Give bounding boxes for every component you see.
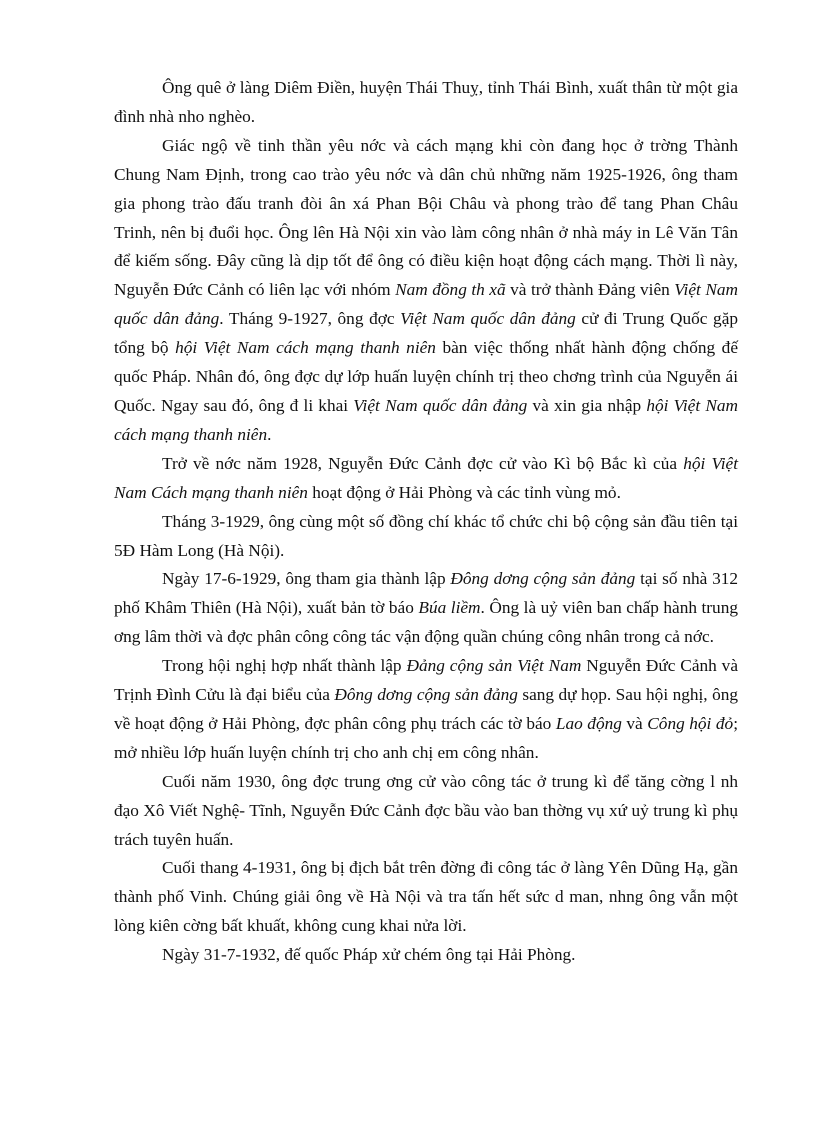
paragraph-early-activity [114, 132, 738, 450]
paragraph-return-1928 [114, 450, 738, 508]
italic-text-run: Đông dơng cộng sản đảng [450, 569, 636, 589]
paragraph-origin [114, 74, 738, 132]
text-run: sang dự họp. Sau hội nghị, ông về hoạt động ở Hải Phòng, đợc phân công phụ trách các tờ báo [114, 685, 738, 733]
text-run: tại số nhà 312 phố Khâm Thiên (Hà Nội), xuất bản tờ báo [114, 569, 738, 618]
text-run: ; mở nhiều lớp huấn luyện chính trị cho anh chị em công nhân. [114, 713, 738, 762]
paragraph-end-1930 [114, 768, 738, 855]
italic-text-run: Việt Nam quốc dân đảng [353, 395, 528, 415]
text-run: Nguyễn Đức Cảnh và Trịnh Đình Cửu là đại biểu của [114, 656, 738, 705]
biography-text [114, 74, 738, 970]
text-run: . Ông là uỷ viên ban chấp hành trung ơng lâm thời và đợc phân công công tác vận động quần chúng công nhân trong cả nớc. [114, 598, 738, 647]
italic-text-run: Việt Nam quốc dân đảng [400, 309, 576, 329]
italic-text-run: hội Việt Nam cách mạng thanh niên [114, 395, 738, 444]
text-run: Cuối năm 1930, ông đợc trung ơng cử vào công tác ở trung kì để tăng cờng l nh đạo Xô Viết Nghệ- Tĩnh, Nguyễn Đức Cảnh đợc bầu vào ban thờng vụ xứ uỷ trung kì phụ trách tuyên huấn. [114, 771, 738, 849]
italic-text-run: Lao động [555, 713, 622, 733]
italic-text-run: Đông dơng cộng sản đảng [334, 685, 518, 705]
italic-text-run: Công hội đỏ [647, 713, 734, 733]
paragraph-march-1929 [114, 508, 738, 566]
paragraph-execution-1932 [114, 941, 738, 970]
italic-text-run: hội Việt Nam Cách mạng thanh niên [114, 453, 738, 502]
paragraph-arrest-1931 [114, 854, 738, 941]
paragraph-unification-conference [114, 652, 738, 768]
italic-text-run: Việt Nam quốc dân đảng [114, 280, 738, 329]
paragraph-june-1929 [114, 565, 738, 652]
text-run: Trong hội nghị hợp nhất thành lập [162, 656, 407, 676]
text-run: và xin gia nhập [527, 395, 647, 415]
text-run: . Tháng 9-1927, ông đợc [219, 309, 401, 329]
text-run: Ngày 31-7-1932, đế quốc Pháp xử chém ông tại Hải Phòng. [162, 945, 576, 965]
text-run: Cuối thang 4-1931, ông bị địch bắt trên đờng đi công tác ở làng Yên Dũng Hạ, gần thành phố Vinh. Chúng giải ông về Hà Nội và tra tấn hết sức d man, nhng ông vẫn một lòng kiên cờng bất khuất, không cung khai nửa lời. [114, 858, 738, 936]
text-run: Ông quê ở làng Diêm Điền, huyện Thái Thuỵ, tỉnh Thái Bình, xuất thân từ một gia đình nhà nho nghèo. [114, 78, 738, 126]
italic-text-run: hội Việt Nam cách mạng thanh niên [175, 338, 436, 358]
text-run: cử đi Trung Quốc gặp tổng bộ [114, 309, 738, 358]
italic-text-run: Đảng cộng sản Việt Nam [406, 656, 582, 676]
text-run: hoạt động ở Hải Phòng và các tỉnh vùng mỏ. [307, 482, 621, 502]
text-run: Ngày 17-6-1929, ông tham gia thành lập [162, 569, 451, 589]
text-run: và trở thành Đảng viên [505, 280, 675, 300]
text-run: Trở về nớc năm 1928, Nguyễn Đức Cảnh đợc cử vào Kì bộ Bắc kì của [162, 453, 684, 473]
text-run: và [621, 713, 648, 733]
text-run: Tháng 3-1929, ông cùng một số đồng chí khác tổ chức chi bộ cộng sản đầu tiên tại 5Đ Hàm Long (Hà Nội). [114, 511, 738, 560]
text-run: bàn việc thống nhất hành động chống đế quốc Pháp. Nhân đó, ông đợc dự lớp huấn luyện chính trị theo chơng trình của Nguyễn ái Quốc. Ngay sau đó, ông đ li khai [114, 338, 738, 415]
text-run: . [267, 424, 272, 444]
text-run: Giác ngộ về tinh thần yêu nớc và cách mạng khi còn đang học ở trờng Thành Chung Nam Định, trong cao trào yêu nớc và dân chủ những năm 1925-1926, ông tham gia phong trào đấu tranh đòi ân xá Phan Bội Châu và phong trào để tang Phan Châu Trinh, nên bị đuổi học. Ông lên Hà Nội xin vào làm công nhân ở nhà máy in Lê Văn Tân để kiếm sống. Đây cũng là dịp tốt để ông có điều kiện hoạt động cách mạng. Thời lì này, Nguyễn Đức Cảnh có liên lạc với nhóm [114, 135, 738, 300]
italic-text-run: Búa liềm [418, 598, 481, 618]
italic-text-run: Nam đồng th xã [395, 280, 506, 300]
